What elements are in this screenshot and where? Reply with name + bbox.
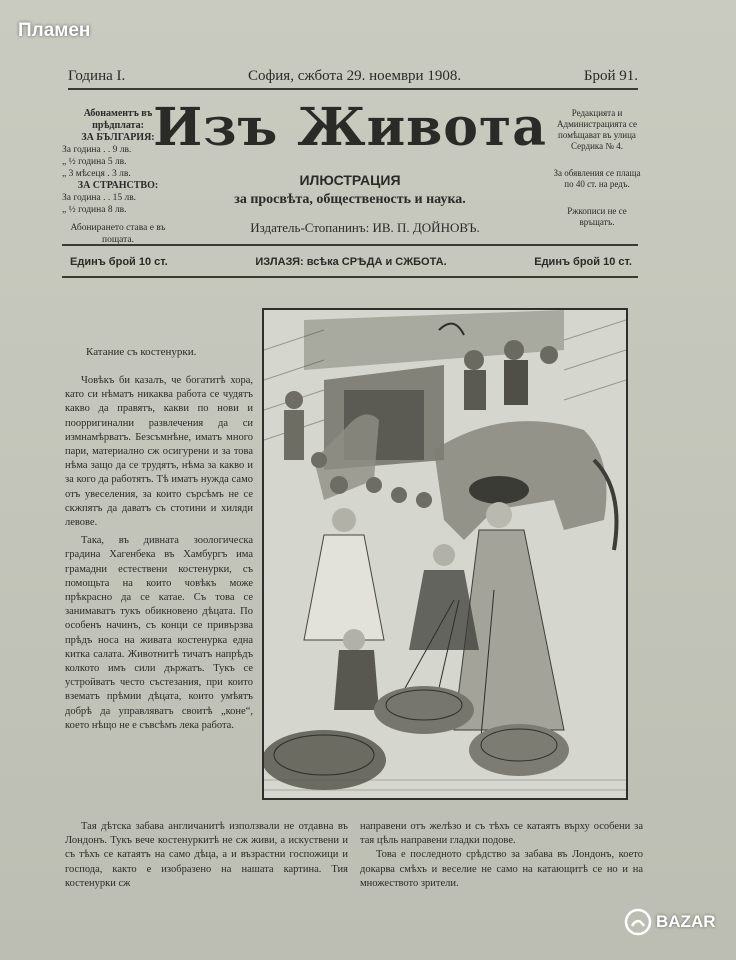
issue-label: Брой 91. (583, 68, 638, 84)
manuscripts-note: Ржкописи не се връщатъ. (567, 206, 627, 227)
issue-header (68, 68, 638, 90)
divider-rule (62, 276, 638, 278)
price-strip (70, 256, 632, 268)
date-label: София, сжбота 29. ноември 1908. (248, 68, 462, 84)
article-paragraph: направени отъ желѣзо и съ тѣхъ се катаятъ върху особени за тая цѣль направени гладки подове. (360, 821, 643, 847)
bg-three-price: „ 3 мѣсеця . 3 лв. (62, 169, 131, 179)
article-left-column (65, 370, 253, 733)
left-price: Единъ брой 10 ст. (70, 256, 168, 268)
subscription-note: Абонирането става е въ пощата. (70, 223, 166, 245)
abroad-year-price: За година . . 15 лв. (62, 193, 137, 203)
bg-heading: ЗА БЪЛГАРИЯ: (81, 132, 155, 143)
article-paragraph: Така, въ дивната зоологическа градина Хагенбека въ Хамбургъ има грамадни естествени костенурки, съ помощьта на които човѣкъ може прѣкрасно да се катае. Съ това се занимаватъ тукъ обикновено дѣцата. По особенъ начинъ, съ конци се привързва прѣдъ носа на живата костенурка една китка салата. Животнитѣ тичатъ напрѣдъ колкото имъ сили държатъ. Тукъ се устройватъ често състезания, при които взематъ прѣмии дѣцата, които умѣятъ добрѣ да управляватъ своитѣ „коне“, което нѣщо не е съвсѣмъ лека работа. (65, 535, 253, 731)
tortoise-riding-engraving (264, 310, 626, 798)
article-paragraph: Тая дѣтска забава англичанитѣ използвали не отдавна въ Лондонъ. Тукъ вече костенуркитѣ не сж живи, а искуствени и съ тѣхъ се катаятъ на само дѣца, а и възрастни госпожици и господа, както е изобразено на нашата картина. Тия костенурки сж (65, 821, 348, 889)
watermark-text: BAZAR (656, 912, 716, 931)
right-price: Единъ брой 10 ст. (534, 256, 632, 268)
publication-schedule: ИЗЛАЗЯ: всѣка СРѢДА и СЖБОТА. (255, 256, 447, 268)
bazar-watermark (624, 908, 716, 936)
ads-price: За обявления се плаща по 40 ст. на редъ. (553, 168, 641, 189)
masthead-title: Изъ Живота (153, 97, 547, 158)
article-title: Катание съ костенурки. (86, 346, 197, 358)
year-label: Година I. (68, 68, 126, 84)
masthead-tagline: за просвѣта, общественость и наука. (234, 192, 466, 207)
masthead-subtitle: ИЛЮСТРАЦИЯ (299, 172, 401, 188)
office-address: Редакцията и Администрацията се помѣщават въ улица Сердика № 4. (557, 108, 637, 151)
bazar-logo-icon (624, 908, 652, 936)
abroad-half-price: „ ½ година 8 лв. (62, 205, 127, 215)
bg-half-price: „ ½ година 5 лв. (62, 157, 127, 167)
subscription-title: Абонаментъ въ прѣдплата: (83, 108, 153, 131)
bg-year-price: За година . . 9 лв. (62, 145, 132, 155)
seller-name[interactable]: Пламен (18, 20, 91, 41)
article-bottom-columns (65, 820, 643, 891)
article-bottom-right (360, 820, 643, 891)
engraving-illustration (262, 308, 628, 800)
article-paragraph: Това е последното срѣдство за забава въ Лондонъ, което докарва смѣхъ и веселие не само на катающитѣ се но и на множеството зрители. (360, 849, 643, 889)
publisher-line: Издатель-Стопанинъ: ИВ. П. ДОЙНОВЪ. (250, 220, 480, 235)
divider-rule (62, 244, 638, 246)
office-info (552, 108, 642, 244)
article-paragraph: Човѣкъ би казалъ, че богатитѣ хора, като си нѣматъ никаква работа се чудятъ какво да правятъ, какви по нови и поорригинални развлечения да си измнамѣрватъ. Безсъмнѣне, иматъ много пари, материално сж осигурени и за това нѣма защо да се трудятъ, нѣма за какво и за кого да работятъ. Тѣ иматъ нужда само отъ увеселения, за които сърсѣмъ не се скжпятъ да даватъ съ стотини и хиляди левове. (65, 375, 253, 529)
article-bottom-left (65, 820, 348, 891)
abroad-heading: ЗА СТРАНСТВО: (77, 180, 159, 191)
